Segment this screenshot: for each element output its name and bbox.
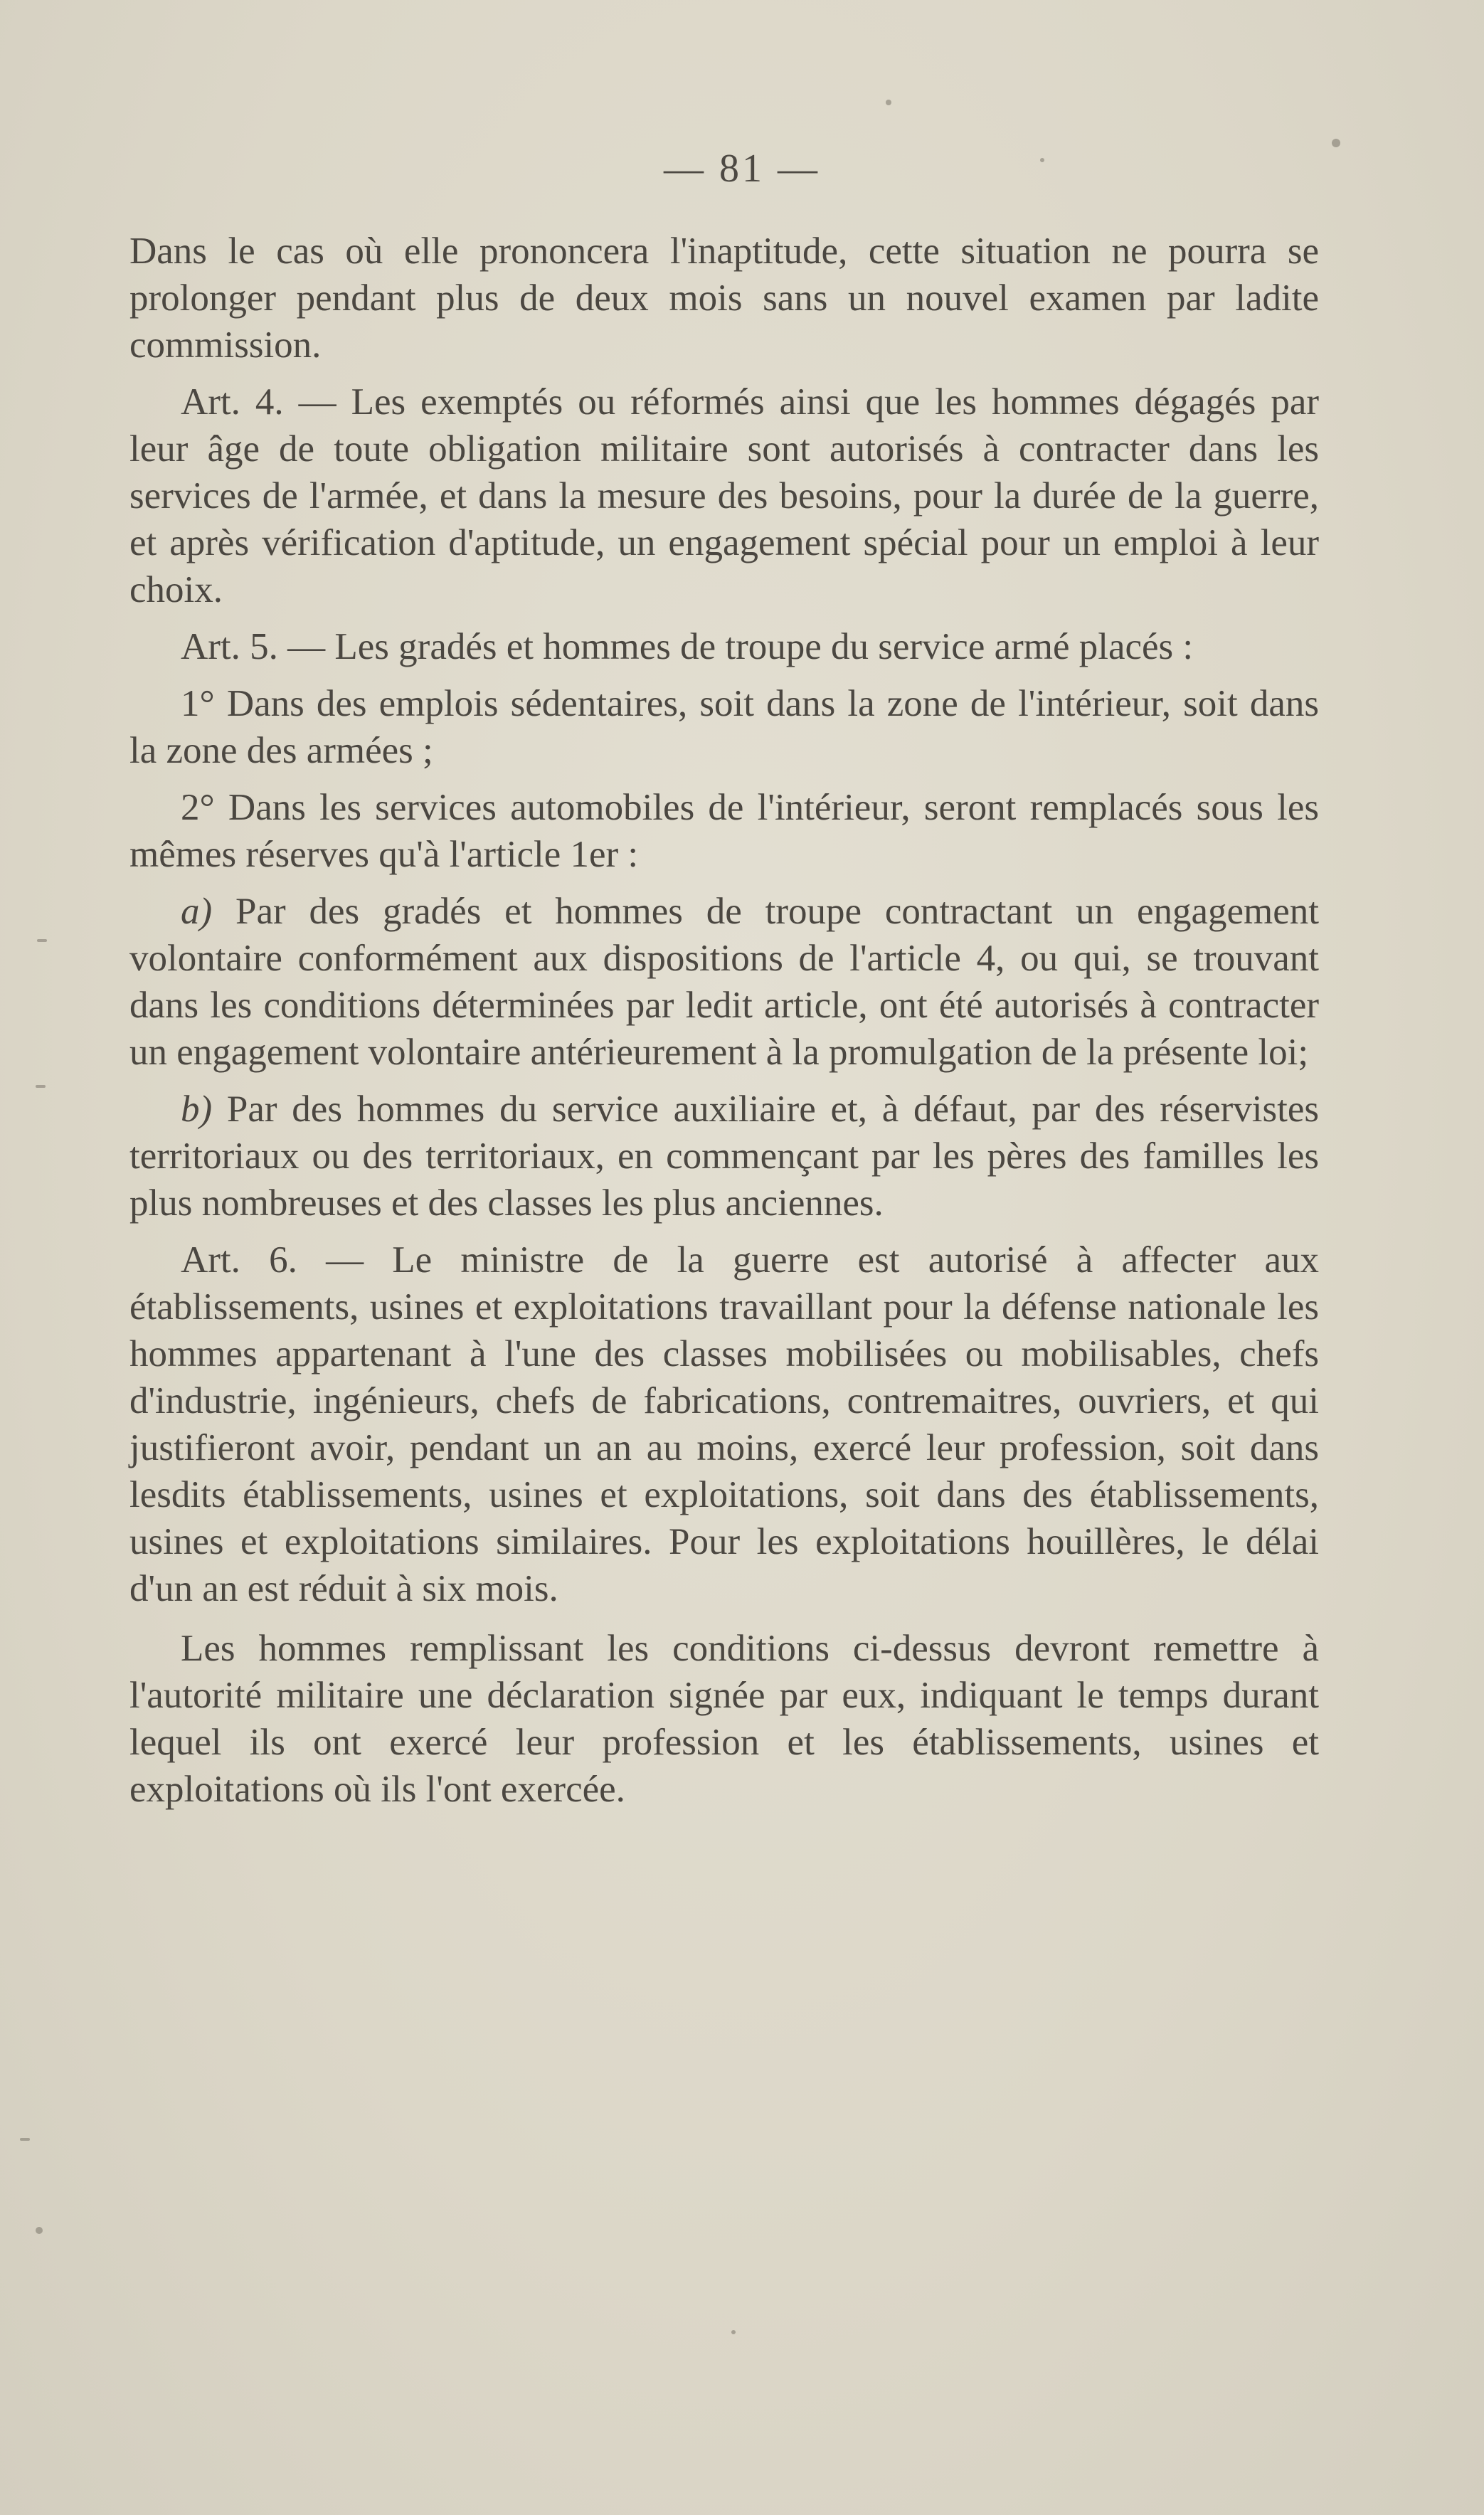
paragraph-article-5: Art. 5. — Les gradés et hommes de troupe du service armé placés :	[181, 626, 1194, 667]
paper-speck	[36, 2227, 43, 2234]
paper-speck	[886, 100, 891, 105]
paragraph-item-1: 1° Dans des emplois sédentaires, soit dans la zone de l'intérieur, soit dans la zone des armées ;	[129, 683, 1319, 771]
paragraph-article-4: Art. 4. — Les exemptés ou réformés ainsi que les hommes dégagés par leur âge de toute obligation militaire sont autorisés à contracter dans les services de l'armée, et dans la mesure des besoins, pour la durée de la guerre, et après vérification d'aptitude, un engagement spécial pour un emploi à leur choix.	[129, 381, 1319, 610]
paper-speck	[37, 939, 47, 942]
item-b-marker: b)	[181, 1089, 213, 1130]
paragraph-article-6: Art. 6. — Le ministre de la guerre est autorisé à affecter aux établissements, usines et exploitations travaillant pour la défense nationale les hommes appartenant à l'une des classes mobilisées ou mobilisables, chefs d'industrie, ingénieurs, chefs de fabrications, contremaitres, ouvriers, et qui justifieront avoir, pendant un an au moins, exercé leur profession, soit dans lesdits établissements, usines et exploitations, soit dans des établissements, usines et exploitations similaires. Pour les exploitations houillères, le délai d'un an est réduit à six mois.	[129, 1239, 1319, 1609]
paragraph-declaration: Les hommes remplissant les conditions ci-dessus devront remettre à l'autorité militaire une déclaration signée par eux, indiquant le temps durant lequel ils ont exercé leur profession et les établissements, usines et exploitations où ils l'ont exercée.	[129, 1628, 1319, 1810]
paper-speck	[20, 2138, 30, 2141]
item-a-marker: a)	[181, 891, 213, 932]
paragraph-item-2: 2° Dans les services automobiles de l'intérieur, seront remplacés sous les mêmes réserves qu'à l'article 1er :	[129, 787, 1319, 875]
paper-speck	[731, 2330, 736, 2334]
item-a-text: Par des gradés et hommes de troupe contractant un engagement volontaire conformément aux dispositions de l'article 4, ou qui, se trouvant dans les conditions déterminées par ledit article, ont été autorisés à contracter un engagement volontaire antérieurement à la promulgation de la présente loi;	[129, 891, 1319, 1073]
item-b-text: Par des hommes du service auxiliaire et, à défaut, par des réservistes territoriaux ou des territoriaux, en commençant par les pères des familles les plus nombreuses et des classes les plus anciennes.	[129, 1089, 1319, 1224]
page-number: — 81 —	[664, 147, 820, 191]
paragraph-item-b	[129, 1086, 1319, 1227]
paragraph-item-a	[129, 888, 1319, 1076]
paper-speck	[36, 1085, 46, 1088]
body-text	[129, 228, 1319, 1823]
paragraph-p1: Dans le cas où elle prononcera l'inaptitude, cette situation ne pourra se prolonger pendant plus de deux mois sans un nouvel examen par ladite commission.	[129, 231, 1319, 366]
